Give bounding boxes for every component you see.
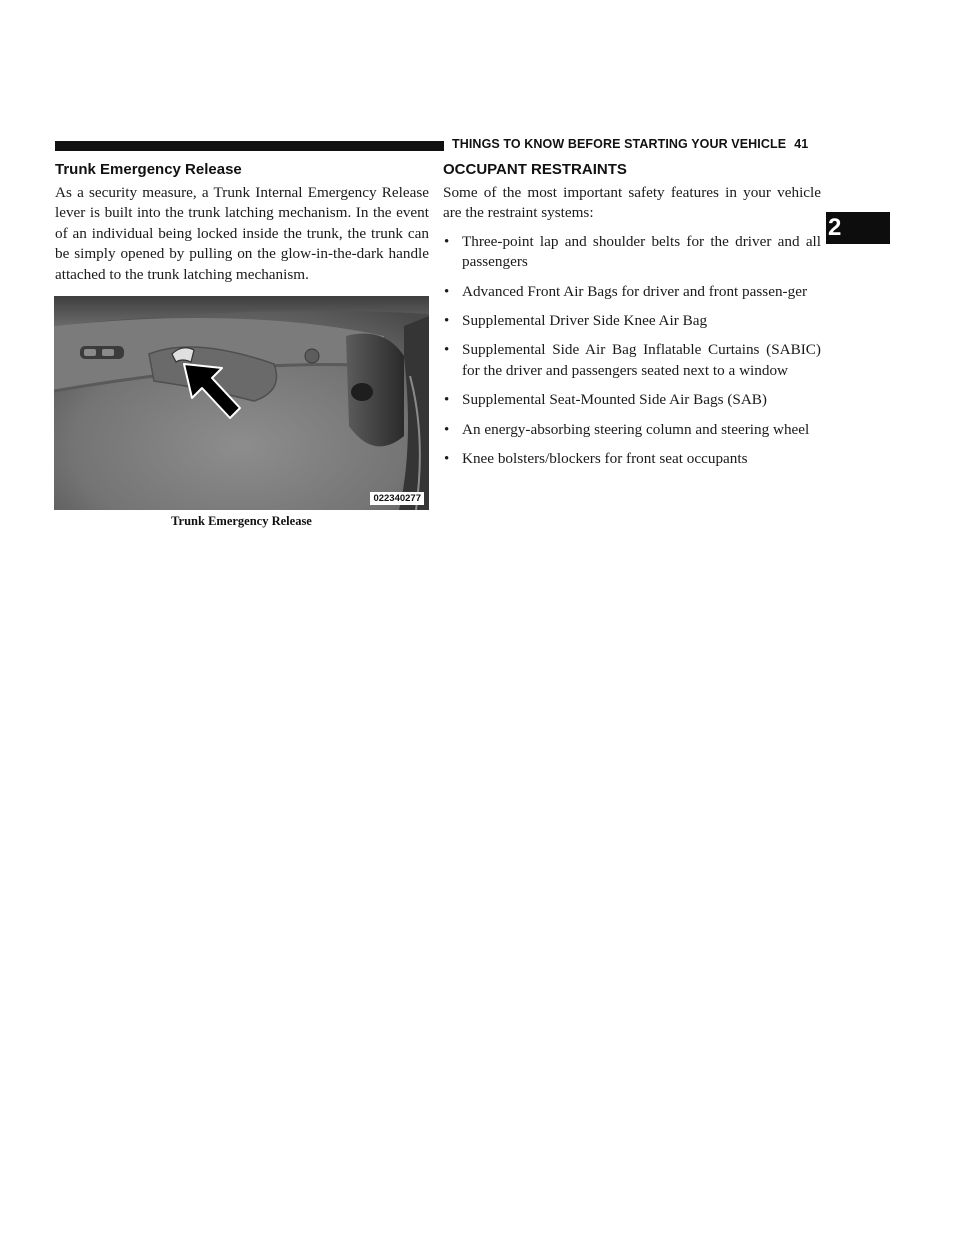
- restraint-list: [443, 232, 821, 470]
- list-item: [443, 282, 821, 302]
- list-item-text: Supplemental Driver Side Knee Air Bag: [462, 312, 708, 330]
- list-item-text: An energy-absorbing steering column and steering wheel: [462, 420, 810, 438]
- page-number: 41: [794, 137, 809, 151]
- running-header: [452, 137, 822, 151]
- left-column: [55, 160, 429, 285]
- list-item: [443, 311, 821, 331]
- list-item-text: Knee bolsters/blockers for front seat occupants: [462, 450, 748, 468]
- right-column: [443, 160, 821, 478]
- bullet-glyph: •: [444, 421, 450, 438]
- section-heading-occupant-restraints: OCCUPANT RESTRAINTS: [443, 161, 627, 178]
- list-item-text: Three-point lap and shoulder belts for the driver and all passengers: [462, 232, 821, 271]
- bullet-glyph: •: [444, 313, 450, 330]
- list-item-text: Advanced Front Air Bags for driver and front passen-ger: [462, 282, 807, 300]
- list-item: [443, 232, 821, 273]
- header-bar: [55, 141, 444, 151]
- trunk-release-photo: [54, 296, 429, 510]
- list-item: [443, 449, 821, 469]
- list-item-text: Supplemental Seat-Mounted Side Air Bags (SAB): [462, 391, 767, 409]
- bullet-glyph: •: [444, 451, 450, 468]
- bullet-glyph: •: [444, 392, 450, 409]
- header-title: THINGS TO KNOW BEFORE STARTING YOUR VEHICLE: [452, 137, 787, 151]
- bullet-glyph: •: [444, 283, 450, 300]
- restraints-intro: Some of the most important safety features in your vehicle are the restraint systems:: [443, 184, 821, 222]
- bullet-glyph: •: [444, 233, 450, 250]
- figure-caption: Trunk Emergency Release: [171, 514, 312, 528]
- chapter-tab: 2: [826, 212, 890, 244]
- figure-id-label: 022340277: [370, 492, 424, 505]
- list-item-text: Supplemental Side Air Bag Inflatable Curtains (SABIC) for the driver and passengers seated next to a window: [462, 341, 821, 379]
- list-item: [443, 420, 821, 440]
- list-item: [443, 340, 821, 381]
- list-item: [443, 390, 821, 410]
- trunk-release-paragraph: As a security measure, a Trunk Internal Emergency Release lever is built into the trunk latching mechanism. In the event of an individual being locked inside the trunk, the trunk can be simply opened by pulling on the glow-in-the-dark handle attached to the trunk latching mechanism.: [55, 184, 429, 283]
- section-heading-trunk-release: Trunk Emergency Release: [55, 161, 242, 178]
- bullet-glyph: •: [444, 342, 450, 359]
- trunk-interior-illustration: [54, 296, 429, 510]
